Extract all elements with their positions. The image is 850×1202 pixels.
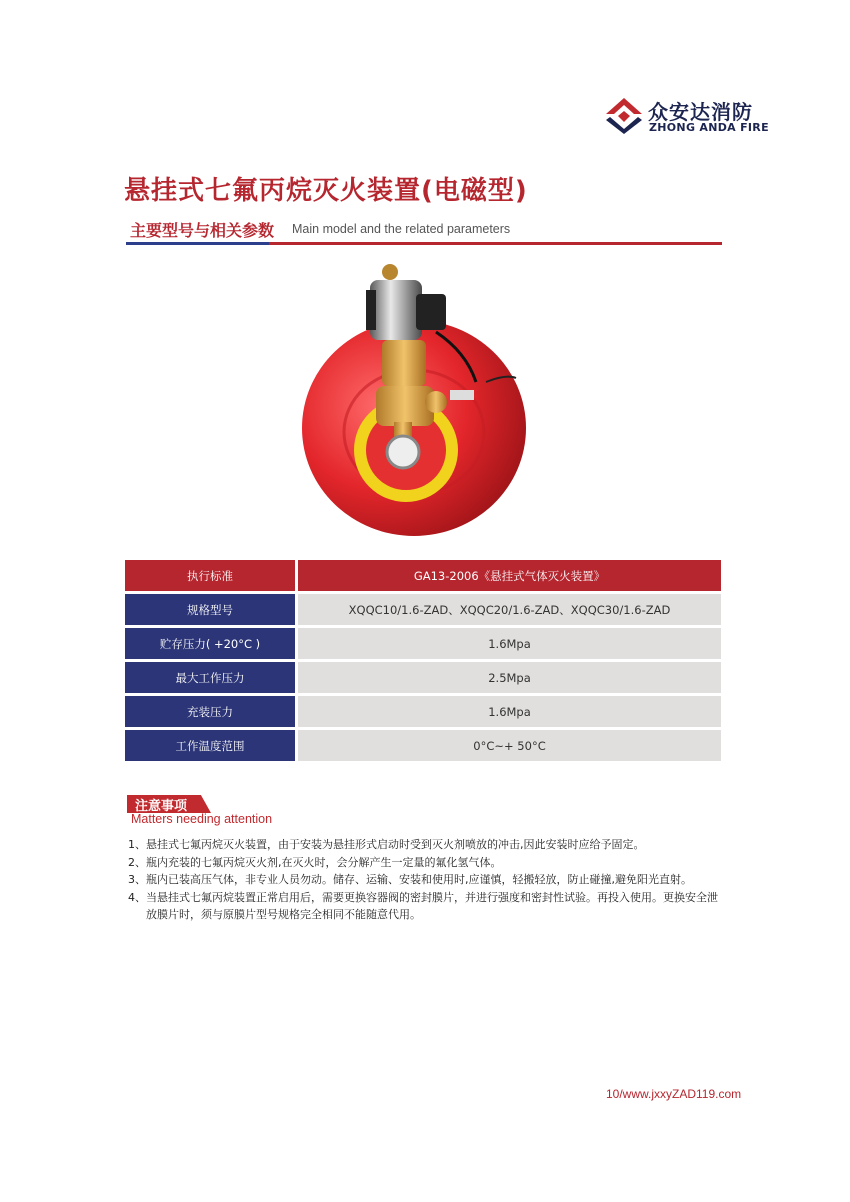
brand-logo-icon <box>604 96 644 134</box>
list-item-number: 3、 <box>128 873 146 886</box>
notice-title-cn: 注意事项 <box>135 799 188 814</box>
spec-label: 贮存压力( +20°C ) <box>125 628 295 659</box>
notice-tab <box>127 795 211 813</box>
list-item <box>128 836 728 854</box>
section-rule-red <box>269 242 722 245</box>
list-item-text: 悬挂式七氟丙烷灭火装置，由于安装为悬挂形式启动时受到灭火剂喷放的冲击,因此安装时应给予固定。 <box>146 838 645 851</box>
spec-value: XQQC10/1.6-ZAD、XQQC20/1.6-ZAD、XQQC30/1.6-ZAD <box>295 594 721 625</box>
spec-value: 2.5Mpa <box>295 662 721 693</box>
spec-value: 0°C~+ 50°C <box>295 730 721 761</box>
section-header <box>126 217 722 247</box>
list-item-text: 瓶内充装的七氟丙烷灭火剂,在灭火时，会分解产生一定量的氟化氢气体。 <box>146 855 502 869</box>
page-title: 悬挂式七氟丙烷灭火装置(电磁型) <box>124 176 528 206</box>
fire-extinguisher-sphere-image <box>296 262 546 542</box>
spec-value: 1.6Mpa <box>295 628 721 659</box>
spec-row <box>125 594 721 625</box>
spec-label: 充装压力 <box>125 696 295 727</box>
spec-label: 规格型号 <box>125 594 295 625</box>
brand-logo <box>604 96 774 140</box>
notice-list <box>128 836 728 924</box>
page-footer: 10/www.jxxyZAD119.com <box>606 1087 742 1101</box>
brand-name-en: ZHONG ANDA FIRE <box>649 121 769 134</box>
spec-table <box>125 557 721 764</box>
section-title-en: Main model and the related parameters <box>292 222 511 236</box>
list-item-number: 2、 <box>128 855 146 869</box>
list-item-number: 4、 <box>128 890 146 904</box>
brand-name-cn: 众安达消防 <box>648 100 753 124</box>
list-item <box>128 854 728 872</box>
notice-title-en: Matters needing attention <box>131 812 273 826</box>
list-item <box>128 889 728 924</box>
spec-row <box>125 628 721 659</box>
list-item-text: 当悬挂式七氟丙烷装置正常启用后，需要更换容器阀的密封膜片，并进行强度和密封性试验。再投入使用。更换安全泄放膜片时，须与原膜片型号规格完全相同不能随意代用。 <box>146 890 718 921</box>
list-item-text: 瓶内已装高压气体，非专业人员勿动。储存、运输、安装和使用时,应谨慎，轻搬轻放，防止碰撞,避免阳光直射。 <box>146 873 692 886</box>
spec-label: 最大工作压力 <box>125 662 295 693</box>
spec-row <box>125 730 721 761</box>
spec-row <box>125 696 721 727</box>
spec-label: 执行标准 <box>125 560 295 591</box>
spec-row <box>125 560 721 591</box>
section-rule-blue <box>126 242 269 245</box>
section-title-cn: 主要型号与相关参数 <box>130 221 275 240</box>
list-item <box>128 871 728 889</box>
list-item-number: 1、 <box>128 838 146 851</box>
spec-row <box>125 662 721 693</box>
spec-value: GA13-2006《悬挂式气体灭火装置》 <box>295 560 721 591</box>
spec-value: 1.6Mpa <box>295 696 721 727</box>
spec-label: 工作温度范围 <box>125 730 295 761</box>
